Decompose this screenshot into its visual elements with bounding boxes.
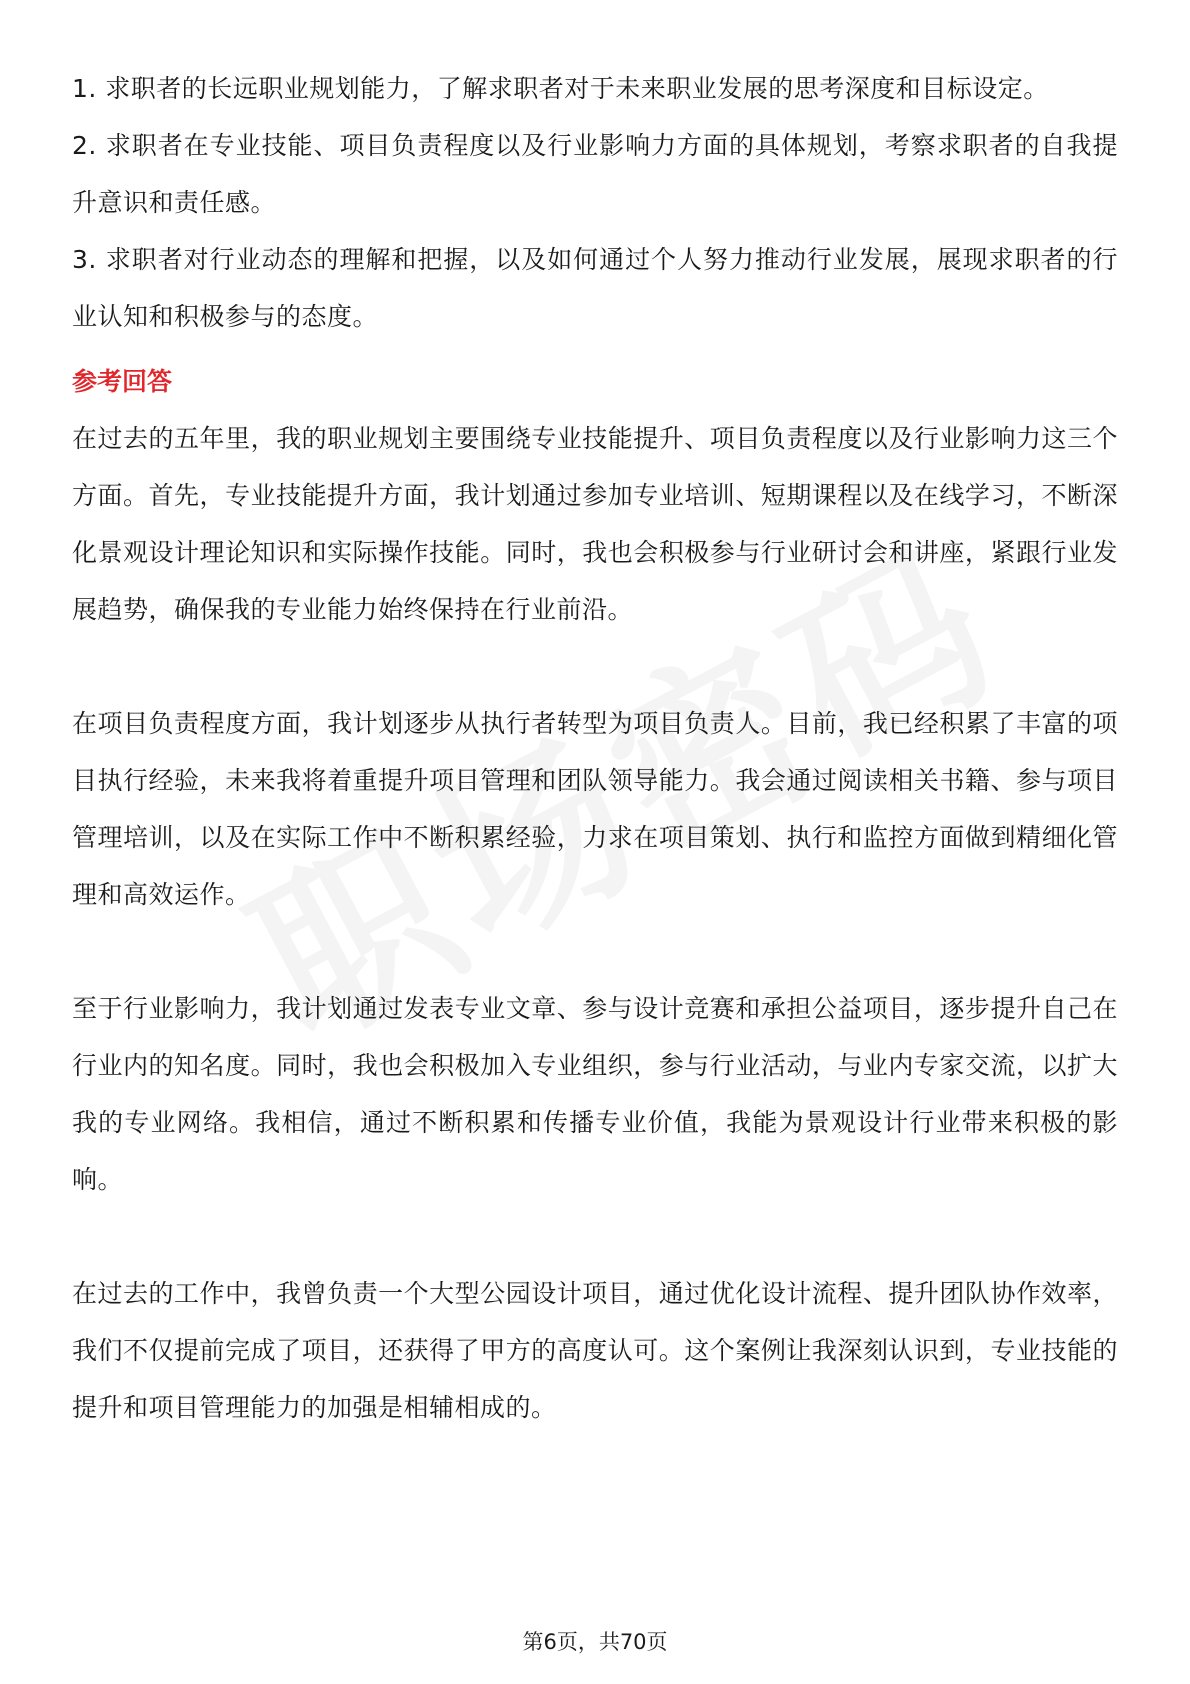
list-item: 2. 求职者在专业技能、项目负责程度以及行业影响力方面的具体规划，考察求职者的自我提升意识和责任感。 xyxy=(72,131,1118,217)
list-item: 1. 求职者的长远职业规划能力，了解求职者对于未来职业发展的思考深度和目标设定。 xyxy=(72,74,1049,103)
answer-heading: 参考回答 xyxy=(72,367,173,396)
paragraph-project-responsibility: 在项目负责程度方面，我计划逐步从执行者转型为项目负责人。目前，我已经积累了丰富的项目执行经验，未来我将着重提升项目管理和团队领导能力。我会通过阅读相关书籍、参与项目管理培训，以及在实际工作中不断积累经验，力求在项目策划、执行和监控方面做到精细化管理和高效运作。 xyxy=(72,709,1118,909)
list-item: 3. 求职者对行业动态的理解和把握，以及如何通过个人努力推动行业发展，展现求职者的行业认知和积极参与的态度。 xyxy=(72,245,1118,331)
document-body xyxy=(72,60,1118,1436)
paragraph-career-plan: 在过去的五年里，我的职业规划主要围绕专业技能提升、项目负责程度以及行业影响力这三个方面。首先，专业技能提升方面，我计划通过参加专业培训、短期课程以及在线学习，不断深化景观设计理论知识和实际操作技能。同时，我也会积极参与行业研讨会和讲座，紧跟行业发展趋势，确保我的专业能力始终保持在行业前沿。 xyxy=(72,424,1118,624)
page-number: 第6页，共70页 xyxy=(522,1630,668,1654)
paragraph-industry-influence: 至于行业影响力，我计划通过发表专业文章、参与设计竞赛和承担公益项目，逐步提升自己在行业内的知名度。同时，我也会积极加入专业组织，参与行业活动，与业内专家交流，以扩大我的专业网络。我相信，通过不断积累和传播专业价值，我能为景观设计行业带来积极的影响。 xyxy=(72,994,1118,1194)
evaluation-points-list xyxy=(72,60,1118,345)
paragraph-case-example: 在过去的工作中，我曾负责一个大型公园设计项目，通过优化设计流程、提升团队协作效率，我们不仅提前完成了项目，还获得了甲方的高度认可。这个案例让我深刻认识到，专业技能的提升和项目管理能力的加强是相辅相成的。 xyxy=(72,1279,1118,1422)
